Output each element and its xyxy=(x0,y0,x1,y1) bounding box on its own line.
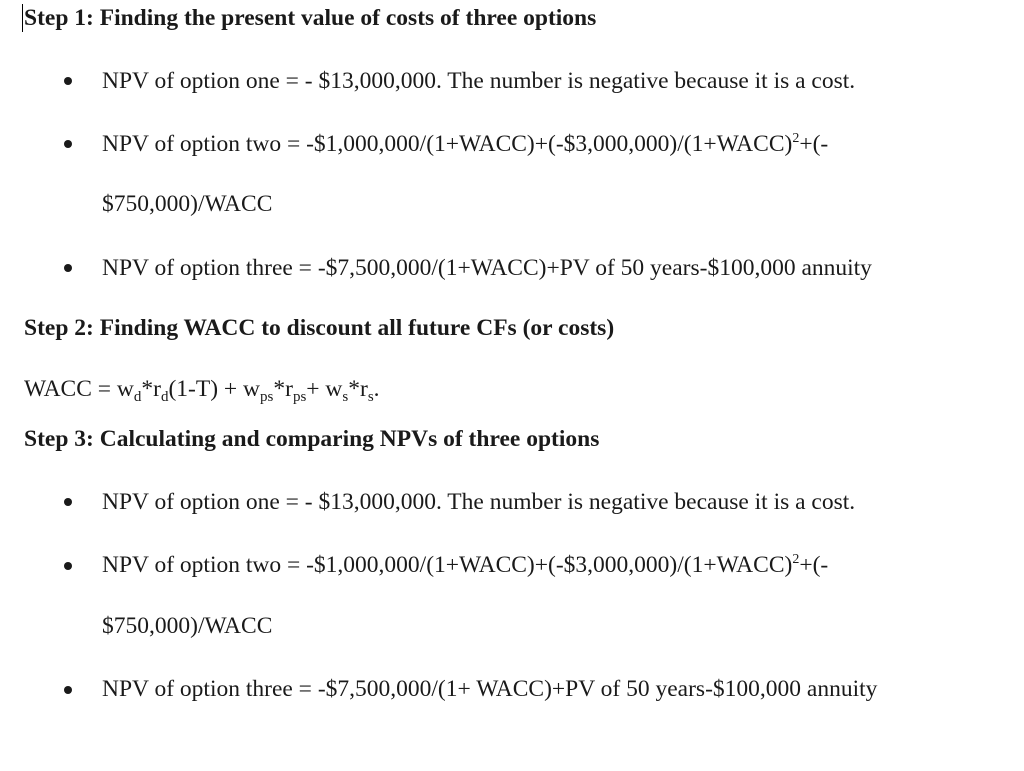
step2-heading: Step 2: Finding WACC to discount all future CFs (or costs) xyxy=(24,315,615,341)
superscript: 2 xyxy=(792,131,800,146)
step1-option-one: NPV of option one = - $13,000,000. The number is negative because it is a cost. xyxy=(102,68,856,94)
subscript: s xyxy=(342,389,349,405)
text-run: +(- xyxy=(799,131,829,157)
text-run: *r xyxy=(348,376,368,402)
bullet-dot xyxy=(64,498,72,506)
bullet-dot xyxy=(64,562,72,570)
step3-option-one: NPV of option one = - $13,000,000. The number is negative because it is a cost. xyxy=(102,489,856,515)
step3-heading: Step 3: Calculating and comparing NPVs of three options xyxy=(24,426,600,452)
text-run: NPV of option two = -$1,000,000/(1+WACC)+(-$3,000,000)/(1+WACC) xyxy=(102,131,793,157)
text-run: NPV of option two = -$1,000,000/(1+WACC)+(-$3,000,000)/(1+WACC) xyxy=(102,552,793,578)
step1-option-two-continued: $750,000)/WACC xyxy=(102,191,273,217)
bullet-dot xyxy=(64,140,72,148)
bullet-dot xyxy=(64,686,72,694)
text-run: (1-T) + w xyxy=(168,376,261,402)
step1-option-two xyxy=(102,129,828,159)
text-run: . xyxy=(373,376,380,402)
subscript: d xyxy=(160,389,169,405)
text-run: WACC = w xyxy=(24,376,134,402)
text-run: +(- xyxy=(799,552,829,578)
text-run: *r xyxy=(141,376,161,402)
superscript: 2 xyxy=(792,552,800,567)
step1-option-three: NPV of option three = -$7,500,000/(1+WACC)+PV of 50 years-$100,000 annuity xyxy=(102,255,872,281)
text-cursor xyxy=(22,4,23,32)
text-run: *r xyxy=(273,376,293,402)
subscript: ps xyxy=(260,389,274,405)
bullet-dot xyxy=(64,77,72,85)
step3-option-two xyxy=(102,550,828,580)
bullet-dot xyxy=(64,264,72,272)
subscript: ps xyxy=(292,389,307,405)
wacc-formula xyxy=(24,374,380,404)
step3-option-three: NPV of option three = -$7,500,000/(1+ WACC)+PV of 50 years-$100,000 annuity xyxy=(102,676,878,702)
text-run: + w xyxy=(306,376,343,402)
step3-option-two-continued: $750,000)/WACC xyxy=(102,613,273,639)
subscript: d xyxy=(133,389,142,405)
step1-heading: Step 1: Finding the present value of costs of three options xyxy=(24,5,597,31)
subscript: s xyxy=(367,389,374,405)
